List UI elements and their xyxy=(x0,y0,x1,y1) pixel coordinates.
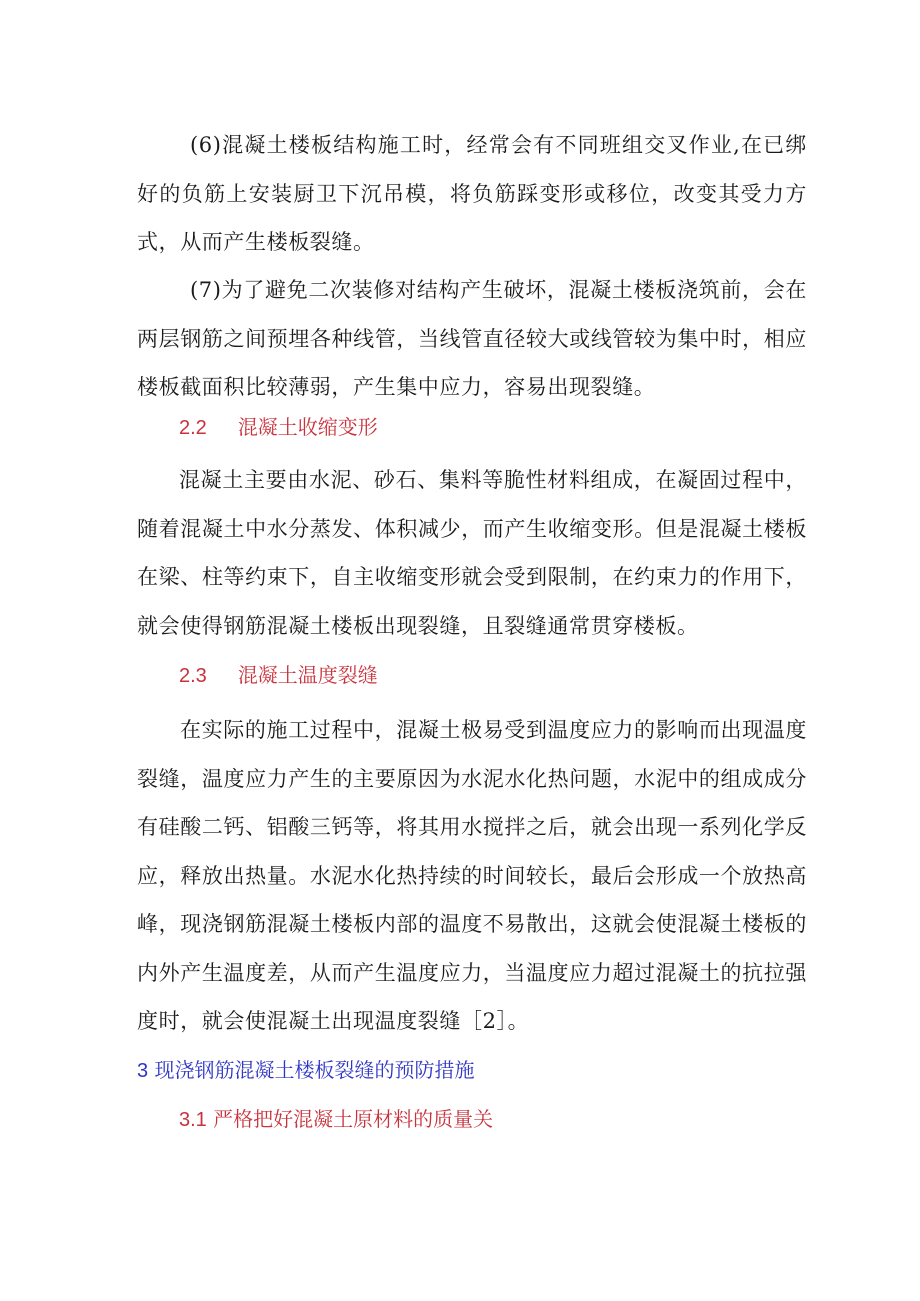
section-heading-3 xyxy=(137,1054,474,1083)
section-title: 混凝土温度裂缝 xyxy=(237,663,378,687)
section-number: 3 xyxy=(137,1060,149,1082)
paragraph-item-6: (6)混凝土楼板结构施工时，经常会有不同班组交叉作业,在已绑好的负筋上安装厨卫下沉吊模，将负筋踩变形或移位，改变其受力方式，从而产生楼板裂缝。 xyxy=(137,133,807,254)
section-number: 2.3 xyxy=(179,665,207,687)
section-title: 严格把好混凝土原材料的质量关 xyxy=(213,1107,494,1131)
section-number: 3.1 xyxy=(179,1109,207,1131)
paragraph-shrinkage: 混凝土主要由水泥、砂石、集料等脆性材料组成，在凝固过程中，随着混凝土中水分蒸发、体积减少，而产生收缩变形。但是混凝土楼板在梁、柱等约束下，自主收缩变形就会受到限制，在约束力的作用下，就会使得钢筋混凝土楼板出现裂缝，且裂缝通常贯穿楼板。 xyxy=(137,468,807,638)
section-title: 现浇钢筋混凝土楼板裂缝的预防措施 xyxy=(154,1058,475,1082)
section-heading-3-1 xyxy=(179,1103,493,1132)
section-number: 2.2 xyxy=(179,417,207,439)
paragraph-temperature: 在实际的施工过程中，混凝土极易受到温度应力的影响而出现温度裂缝，温度应力产生的主要原因为水泥水化热问题，水泥中的组成成分有硅酸二钙、铝酸三钙等，将其用水搅拌之后，就会出现一系列化学反应，释放出热量。水泥水化热持续的时间较长，最后会形成一个放热高峰，现浇钢筋混凝土楼板内部的温度不易散出，这就会使混凝土楼板的内外产生温度差，从而产生温度应力，当温度应力超过混凝土的抗拉强度时，就会使混凝土出现温度裂缝［2］。 xyxy=(137,718,807,1033)
section-title: 混凝土收缩变形 xyxy=(237,415,378,439)
section-heading-2-2 xyxy=(179,411,378,440)
section-heading-2-3 xyxy=(179,659,378,688)
paragraph-item-7: (7)为了避免二次装修对结构产生破坏，混凝土楼板浇筑前，会在两层钢筋之间预埋各种线管，当线管直径较大或线管较为集中时，相应楼板截面积比较薄弱，产生集中应力，容易出现裂缝。 xyxy=(137,278,807,399)
